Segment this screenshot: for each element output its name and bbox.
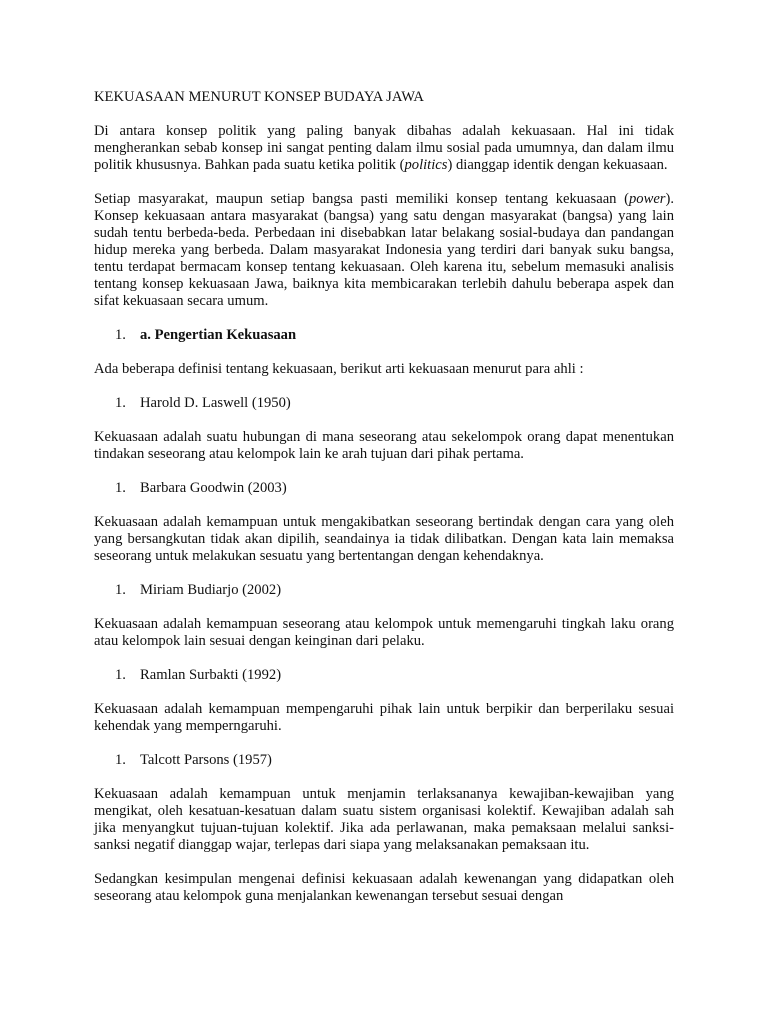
document-page [94,89,674,905]
italic-term: power [629,191,666,207]
expert-definition: Kekuasaan adalah kemampuan untuk menjamin terlaksananya kewajiban-kewajiban yang mengikat, oleh kesatuan-kesatuan dalam suatu sistem organisasi kolektif. Kewajiban adalah sah jika menyangkut tujuan-tujuan kolektif. Jika ada perlawanan, maka pemaksaan melalui sanksi-sanksi negatif dianggap wajar, terlepas dari siapa yang melaksanakan pemaksaan itu. [94,786,674,853]
expert-name: Barbara Goodwin (2003) [140,480,287,496]
expert-name: Miriam Budiarjo (2002) [140,582,282,598]
list-number: 1. [115,327,126,343]
list-number: 1. [115,395,126,411]
expert-heading [94,395,674,412]
section-heading-text: a. Pengertian Kekuasaan [140,327,297,343]
definitions-intro: Ada beberapa definisi tentang kekuasaan, berikut arti kekuasaan menurut para ahli : [94,361,584,377]
document-title: KEKUASAAN MENURUT KONSEP BUDAYA JAWA [94,89,424,105]
expert-name: Ramlan Surbakti (1992) [140,667,282,683]
expert-name: Harold D. Laswell (1950) [140,395,291,411]
expert-definition: Kekuasaan adalah suatu hubungan di mana seseorang atau sekelompok orang dapat menentukan tindakan seseorang atau kelompok lain ke arah tujuan dari pihak pertama. [94,429,674,462]
paragraph-text: Di antara konsep politik yang paling banyak dibahas adalah kekuasaan. Hal ini tidak mengherankan sebab konsep ini sangat penting dalam ilmu sosial pada umumnya, dan dalam ilmu politik khususnya. Bahkan pada suatu ketika politik ( [94,123,674,173]
paragraph-text: ). Konsep kekuasaan antara masyarakat (bangsa) yang satu dengan masyarakat (bangsa) yang lain sudah tentu berbeda-beda. Perbedaan ini disebabkan latar belakang sosial-budaya dan pandangan hidup mereka yang berbeda. Dalam masyarakat Indonesia yang terdiri dari banyak suku bangsa, tentu terdapat bermacam konsep tentang kekuasaan. Oleh karena itu, sebelum memasuki analisis tentang konsep kekuasaan Jawa, baiknya kita membicarakan terlebih dahulu beberapa aspek dan sifat kekuasaan secara umum. [94,191,674,309]
expert-name: Talcott Parsons (1957) [140,752,272,768]
expert-definition: Kekuasaan adalah kemampuan seseorang atau kelompok untuk memengaruhi tingkah laku orang atau kelompok lain sesuai dengan keinginan dari pelaku. [94,616,674,649]
expert-heading [94,480,674,497]
paragraph-power-concept [94,191,674,310]
expert-heading [94,582,674,599]
list-number: 1. [115,752,126,768]
list-number: 1. [115,582,126,598]
paragraph-text: ) dianggap identik dengan kekuasaan. [447,157,668,173]
list-number: 1. [115,480,126,496]
expert-definition: Kekuasaan adalah kemampuan untuk mengakibatkan seseorang bertindak dengan cara yang oleh yang bersangkutan tidak akan dipilih, seandainya ia tidak dilibatkan. Dengan kata lain memaksa seseorang untuk melakukan sesuatu yang bertentangan dengan kehendaknya. [94,514,674,564]
paragraph-intro-politics [94,123,674,174]
conclusion-paragraph: Sedangkan kesimpulan mengenai definisi kekuasaan adalah kewenangan yang didapatkan oleh seseorang atau kelompok guna menjalankan kewenangan tersebut sesuai dengan [94,871,674,904]
paragraph-text: Setiap masyarakat, maupun setiap bangsa pasti memiliki konsep tentang kekuasaan ( [94,191,629,207]
expert-heading [94,667,674,684]
section-heading [94,327,674,344]
expert-definition: Kekuasaan adalah kemampuan mempengaruhi pihak lain untuk berpikir dan berperilaku sesuai kehendak yang memperngaruhi. [94,701,674,734]
expert-heading [94,752,674,769]
list-number: 1. [115,667,126,683]
italic-term: politics [404,157,448,173]
